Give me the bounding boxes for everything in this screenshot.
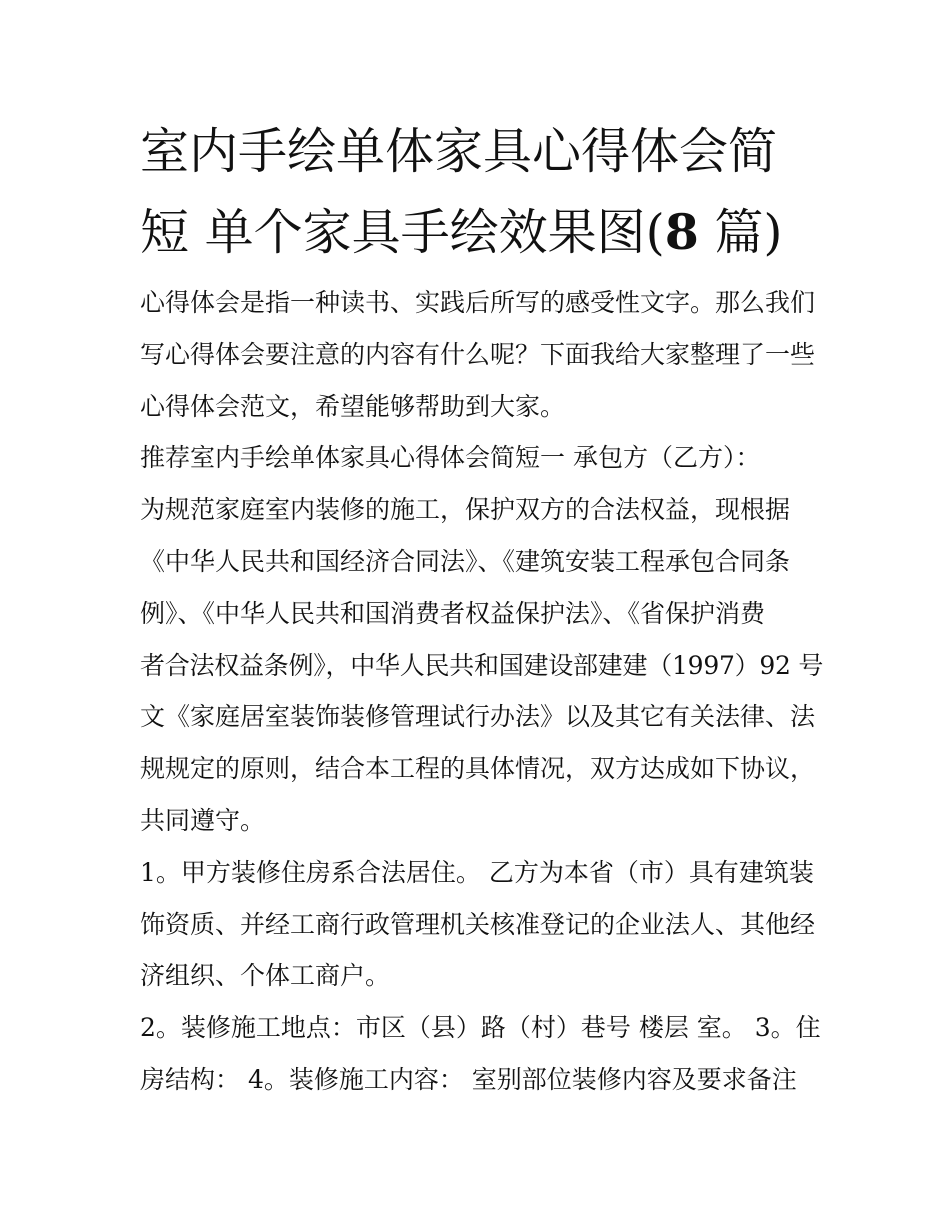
document-body <box>140 277 830 1106</box>
document-title <box>140 112 830 273</box>
text-line: 心得体会是指一种读书、实践后所写的感受性文字。那么我们 <box>140 288 816 317</box>
title-line-2 <box>140 192 830 273</box>
text-line: 房结构： 4。装修施工内容： 室别部位装修内容及要求备注 <box>140 1064 797 1094</box>
text-line: 济组织、个体工商户。 <box>140 961 391 991</box>
title-count: 8 <box>664 203 699 261</box>
text-line: 共同遵守。 <box>140 805 266 835</box>
text-line: 2。装修施工地点：市区（县）路（村）巷号 楼层 室。 3。住 <box>140 1013 821 1043</box>
text-line: 规规定的原则，结合本工程的具体情况，双方达成如下协议， <box>140 754 816 784</box>
text-line: 饰资质、并经工商行政管理机关核准登记的企业法人、其他经 <box>140 909 816 939</box>
text-line: 推荐室内手绘单体家具心得体会简短一 承包方（乙方）： <box>140 443 761 473</box>
text-line: 心得体会范文，希望能够帮助到大家。 <box>140 391 566 421</box>
title-line-2-suffix: 篇) <box>698 204 783 261</box>
text-line: 《中华人民共和国经济合同法》、《建筑安装工程承包合同条 <box>140 546 791 576</box>
text-line: 写心得体会要注意的内容有什么呢？下面我给大家整理了一些 <box>140 339 816 369</box>
text-line: 1。甲方装修住房系合法居住。 乙方为本省（市）具有建筑装 <box>140 857 814 887</box>
title-line-2-prefix: 短 单个家具手绘效果图( <box>140 204 665 261</box>
text-line: 文《家庭居室装饰装修管理试行办法》以及其它有关法律、法 <box>140 702 816 732</box>
text-line: 例》、《中华人民共和国消费者权益保护法》、《省保护消费 <box>140 598 766 628</box>
text-line: 者合法权益条例》，中华人民共和国建设部建建（1997）92 号 <box>140 650 824 680</box>
text-line: 为规范家庭室内装修的施工，保护双方的合法权益，现根据 <box>140 495 791 525</box>
title-line-1: 室内手绘单体家具心得体会简 <box>140 123 778 180</box>
